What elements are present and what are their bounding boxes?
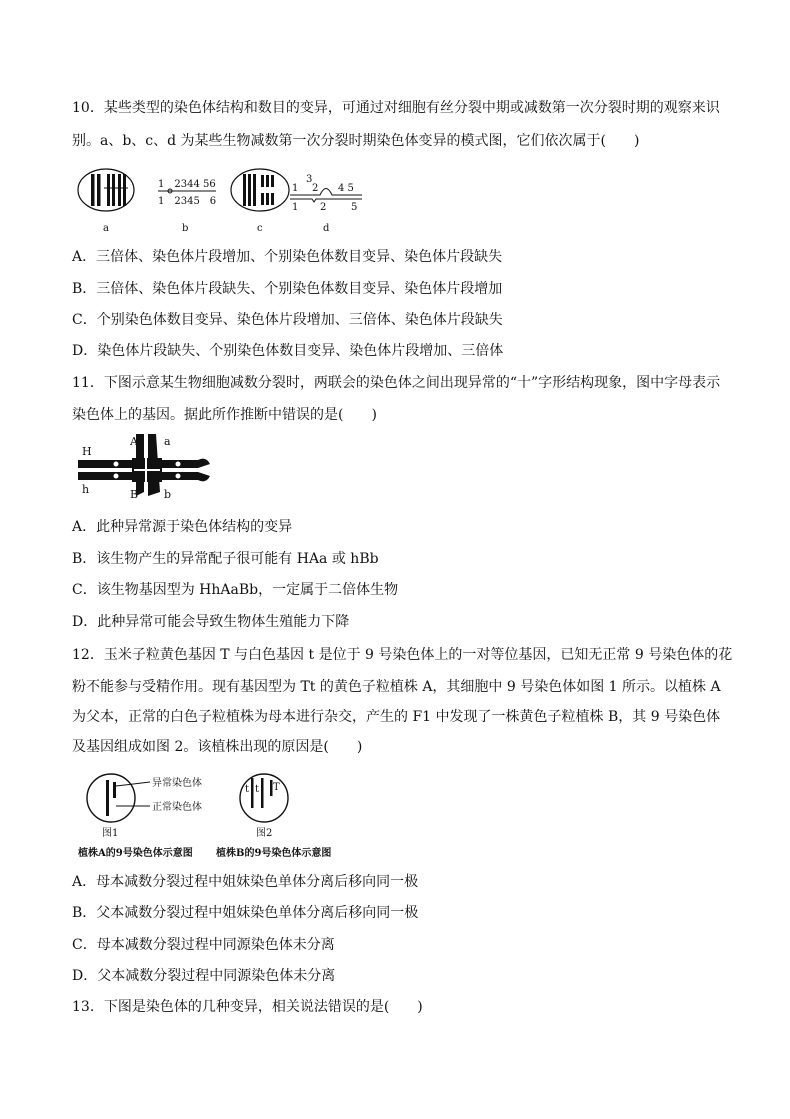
q10-fig-d-b1: 1 (292, 202, 299, 213)
q11-stem-line2: 染色体上的基因。据此所作推断中错误的是( ) (72, 407, 377, 423)
q10-fig-c (231, 169, 289, 234)
q12-fig2-caption: 植株B的9号染色体示意图 (216, 848, 332, 859)
q11-gene-h: h (82, 483, 90, 496)
q10-option-a: A．三倍体、染色体片段增加、个别染色体数目变异、染色体片段缺失 (72, 249, 503, 265)
q10-fig-label-c: c (257, 223, 263, 234)
q10-fig-d-45: 4 5 (338, 183, 354, 194)
q10-fig-d-b5: 5 (351, 202, 358, 213)
q12-fig2 (216, 774, 331, 859)
q12-option-d: D．父本减数分裂过程中同源染色体未分离 (72, 968, 336, 984)
q11-option-b: B．该生物产生的异常配子很可能有 HAa 或 hBb (72, 551, 379, 567)
q11-gene-a: a (164, 435, 171, 448)
q10-stem-line2: 别。a、b、c、d 为某些生物减数第一次分裂时期染色体变异的模式图，它们依次属于( ) (72, 133, 640, 149)
q12-label-abnormal: 异常染色体 (152, 778, 202, 789)
q11-cross-figure (74, 430, 224, 504)
q11-gene-B: B (130, 488, 139, 501)
q11-stem-line1: 11．下图示意某生物细胞减数分裂时，两联会的染色体之间出现异常的“十”字形结构现象，图中字母表示 (72, 375, 721, 391)
q12-gene-T: T (273, 782, 280, 793)
q12-fig1-caption: 植株A的9号染色体示意图 (78, 848, 193, 859)
q10-option-c: C．个别染色体数目变异、染色体片段增加、三倍体、染色体片段缺失 (72, 312, 503, 328)
q10-fig-d-2: 2 (312, 183, 319, 194)
q12-fig1 (78, 774, 202, 859)
q11-option-d: D．此种异常可能会导致生物体生殖能力下降 (72, 614, 350, 630)
q12-figure (78, 768, 342, 862)
q13-stem-line1: 13．下图是染色体的几种变异，相关说法错误的是( ) (72, 999, 423, 1015)
q12-stem-line3: 为父本，正常的白色子粒植株为母本进行杂交，产生的 F1 中发现了一株黄色子粒植株 B，其 9 号染色体 (72, 709, 721, 725)
q11-gene-H: H (82, 445, 92, 458)
q12-fig1-title: 图1 (102, 828, 119, 839)
q10-fig-label-d: d (323, 223, 330, 234)
q10-fig-b-bottom: 1 2345 6 (158, 196, 217, 207)
q12-gene-t2: t (255, 784, 260, 795)
q12-fig2-title: 图2 (256, 828, 273, 839)
q10-fig-d-b2: 2 (320, 202, 327, 213)
q10-fig-d-1: 1 (292, 183, 299, 194)
q10-option-d: D．染色体片段缺失、个别染色体数目变异、染色体片段增加、三倍体 (72, 343, 504, 359)
q12-option-b: B．父本减数分裂过程中姐妹染色单体分离后移向同一极 (72, 905, 419, 921)
q10-figure (76, 164, 376, 236)
q11-option-c: C．该生物基因型为 HhAaBb，一定属于二倍体生物 (72, 582, 399, 598)
q12-stem-line2: 粉不能参与受精作用。现有基因型为 Tt 的黄色子粒植株 A，其细胞中 9 号染色体如图 1 所示。以植株 A (72, 679, 721, 695)
q10-stem-line1: 10．某些类型的染色体结构和数目的变异，可通过对细胞有丝分裂中期或减数第一次分裂时期的观察来识 (72, 100, 720, 116)
q10-fig-d-3: 3 (306, 174, 313, 185)
q12-label-normal: 正常染色体 (152, 802, 202, 813)
q10-option-b: B．三倍体、染色体片段缺失、个别染色体数目变异、染色体片段增加 (72, 281, 503, 297)
q10-fig-label-a: a (103, 223, 109, 234)
q12-stem-line1: 12．玉米子粒黄色基因 T 与白色基因 t 是位于 9 号染色体上的一对等位基因，已知无正常 9 号染色体的花 (72, 647, 733, 663)
q10-fig-b (158, 179, 216, 234)
q10-fig-b-top: 1 2344 56 (158, 179, 216, 190)
q11-option-a: A．此种异常源于染色体结构的变异 (72, 519, 293, 535)
q12-stem-line4: 及基因组成如图 2。该植株出现的原因是( ) (72, 739, 363, 755)
q12-option-c: C．母本减数分裂过程中同源染色体未分离 (72, 937, 335, 953)
q10-fig-label-b: b (182, 223, 189, 234)
q10-fig-d (290, 174, 362, 234)
q10-fig-a (78, 169, 134, 234)
q11-gene-A: A (130, 435, 138, 448)
q12-option-a: A．母本减数分裂过程中姐妹染色单体分离后移向同一极 (72, 874, 419, 890)
q12-gene-t1: t (245, 784, 250, 795)
q11-gene-b: b (164, 488, 172, 501)
